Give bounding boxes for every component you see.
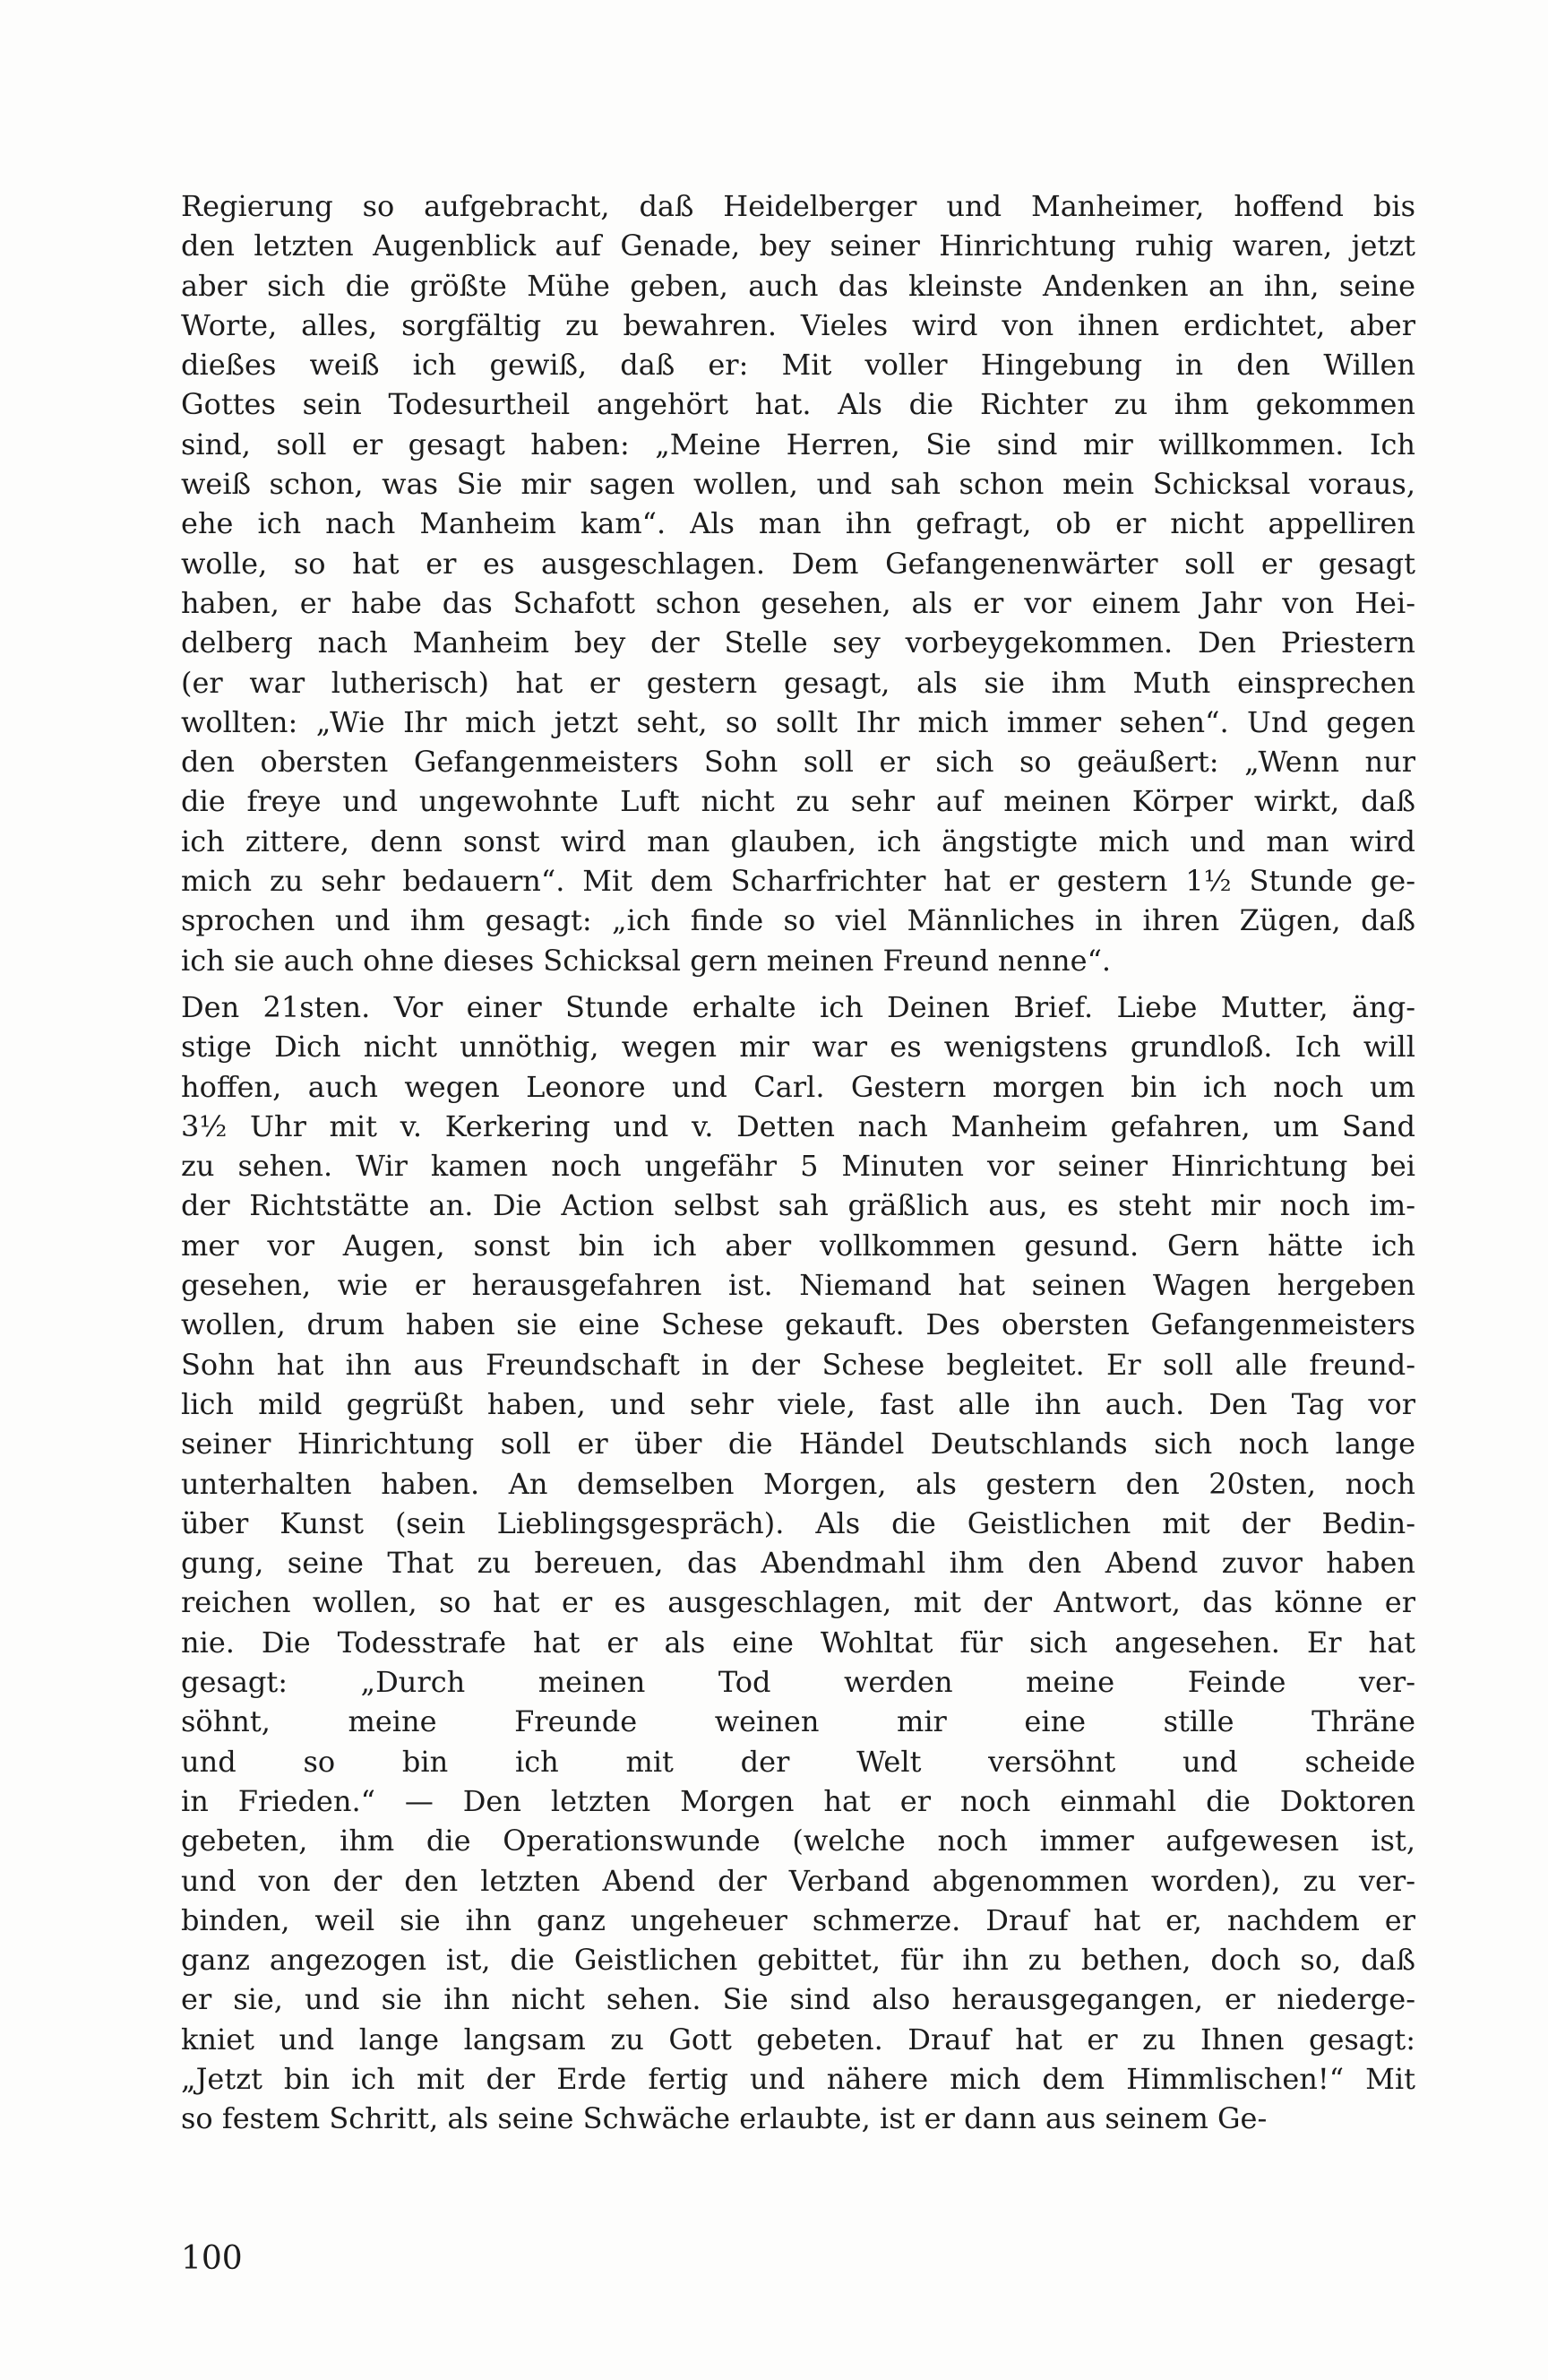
- text-line: Den 21sten. Vor einer Stunde erhalte ich Deinen Brief. Liebe Mutter, äng-: [181, 990, 1415, 1024]
- text-line: und von der den letzten Abend der Verband abgenommen worden), zu ver-: [181, 1863, 1415, 1898]
- text-line: den letzten Augenblick auf Genade, bey seiner Hinrichtung ruhig waren, jetzt: [181, 229, 1415, 263]
- text-line: der Richtstätte an. Die Action selbst sah gräßlich aus, es steht mir noch im-: [181, 1188, 1415, 1223]
- text-line: delberg nach Manheim bey der Stelle sey vorbeygekommen. Den Priestern: [181, 625, 1415, 660]
- text-line: ich zittere, denn sonst wird man glauben, ich ängstigte mich und man wird: [181, 824, 1415, 858]
- text-line: kniet und lange langsam zu Gott gebeten. Drauf hat er zu Ihnen gesagt:: [181, 2022, 1415, 2057]
- text-line: „Jetzt bin ich mit der Erde fertig und nähere mich dem Himmlischen!“ Mit: [181, 2062, 1415, 2097]
- text-line: sind, soll er gesagt haben: „Meine Herren, Sie sind mir willkommen. Ich: [181, 427, 1415, 461]
- text-line: und so bin ich mit der Welt versöhnt und scheide: [181, 1744, 1415, 1779]
- text-line: nie. Die Todesstrafe hat er als eine Wohltat für sich angesehen. Er hat: [181, 1625, 1415, 1660]
- text-line: zu sehen. Wir kamen noch ungefähr 5 Minuten vor seiner Hinrichtung bei: [181, 1149, 1415, 1184]
- text-line: über Kunst (sein Lieblingsgespräch). Als die Geistlichen mit der Bedin-: [181, 1505, 1415, 1540]
- text-line: Worte, alles, sorgfältig zu bewahren. Vieles wird von ihnen erdichtet, aber: [181, 307, 1415, 342]
- text-line: binden, weil sie ihn ganz ungeheuer schmerze. Drauf hat er, nachdem er: [181, 1902, 1415, 1937]
- text-line: (er war lutherisch) hat er gestern gesagt, als sie ihm Muth einsprechen: [181, 665, 1415, 700]
- text-line: so festem Schritt, als seine Schwäche erlaubte, ist er dann aus seinem Ge-: [181, 2101, 1268, 2136]
- page-number: 100: [181, 2240, 243, 2277]
- text-line: ehe ich nach Manheim kam“. Als man ihn gefragt, ob er nicht appelliren: [181, 506, 1415, 541]
- text-line: mich zu sehr bedauern“. Mit dem Scharfrichter hat er gestern 1½ Stunde ge-: [181, 864, 1415, 899]
- text-line: in Frieden.“ — Den letzten Morgen hat er noch einmahl die Doktoren: [181, 1783, 1415, 1818]
- text-line: sprochen und ihm gesagt: „ich finde so viel Männliches in ihren Zügen, daß: [181, 903, 1415, 938]
- text-line: wollten: „Wie Ihr mich jetzt seht, so sollt Ihr mich immer sehen“. Und gegen: [181, 704, 1415, 739]
- text-line: Gottes sein Todesurtheil angehört hat. Als die Richter zu ihm gekommen: [181, 387, 1415, 422]
- text-line: wolle, so hat er es ausgeschlagen. Dem Gefangenenwärter soll er gesagt: [181, 546, 1415, 581]
- text-line: aber sich die größte Mühe geben, auch das kleinste Andenken an ihn, seine: [181, 268, 1415, 303]
- text-line: gesagt: „Durch meinen Tod werden meine Feinde ver-: [181, 1665, 1415, 1700]
- text-line: wollen, drum haben sie eine Schese gekauft. Des obersten Gefangenmeisters: [181, 1307, 1415, 1342]
- text-line: gesehen, wie er herausgefahren ist. Niemand hat seinen Wagen hergeben: [181, 1268, 1415, 1303]
- text-line: ganz angezogen ist, die Geistlichen gebittet, für ihn zu bethen, doch so, daß: [181, 1943, 1415, 1978]
- text-line: er sie, und sie ihn nicht sehen. Sie sind also herausgegangen, er niederge-: [181, 1982, 1415, 2017]
- text-line: gebeten, ihm die Operationswunde (welche noch immer aufgewesen ist,: [181, 1824, 1415, 1858]
- text-line: Sohn hat ihn aus Freundschaft in der Schese begleitet. Er soll alle freund-: [181, 1347, 1415, 1382]
- text-line: gung, seine That zu bereuen, das Abendmahl ihm den Abend zuvor haben: [181, 1546, 1415, 1581]
- text-line: den obersten Gefangenmeisters Sohn soll er sich so geäußert: „Wenn nur: [181, 745, 1415, 780]
- text-line: haben, er habe das Schafott schon gesehen, als er vor einem Jahr von Hei-: [181, 585, 1415, 620]
- text-line: die freye und ungewohnte Luft nicht zu sehr auf meinen Körper wirkt, daß: [181, 784, 1415, 819]
- text-line: Regierung so aufgebracht, daß Heidelberger und Manheimer, hoffend bis: [181, 189, 1415, 223]
- text-line: söhnt, meine Freunde weinen mir eine stille Thräne: [181, 1704, 1415, 1739]
- text-line: reichen wollen, so hat er es ausgeschlagen, mit der Antwort, das könne er: [181, 1585, 1415, 1620]
- text-line: unterhalten haben. An demselben Morgen, als gestern den 20sten, noch: [181, 1466, 1415, 1501]
- text-line: ich sie auch ohne dieses Schicksal gern meinen Freund nenne“.: [181, 943, 1112, 978]
- text-line: mer vor Augen, sonst bin ich aber vollkommen gesund. Gern hätte ich: [181, 1228, 1415, 1263]
- text-line: hoffen, auch wegen Leonore und Carl. Gestern morgen bin ich noch um: [181, 1069, 1415, 1104]
- text-line: stige Dich nicht unnöthig, wegen mir war es wenigstens grundloß. Ich will: [181, 1030, 1415, 1065]
- text-line: lich mild gegrüßt haben, und sehr viele, fast alle ihn auch. Den Tag vor: [181, 1386, 1415, 1421]
- text-line: 3½ Uhr mit v. Kerkering und v. Detten nach Manheim gefahren, um Sand: [181, 1108, 1415, 1143]
- text-line: seiner Hinrichtung soll er über die Händel Deutschlands sich noch lange: [181, 1427, 1415, 1462]
- text-line: dießes weiß ich gewiß, daß er: Mit voller Hingebung in den Willen: [181, 348, 1415, 383]
- paragraph-2: [181, 987, 1415, 2139]
- paragraph-1: [181, 186, 1415, 980]
- text-line: weiß schon, was Sie mir sagen wollen, und sah schon mein Schicksal voraus,: [181, 467, 1415, 502]
